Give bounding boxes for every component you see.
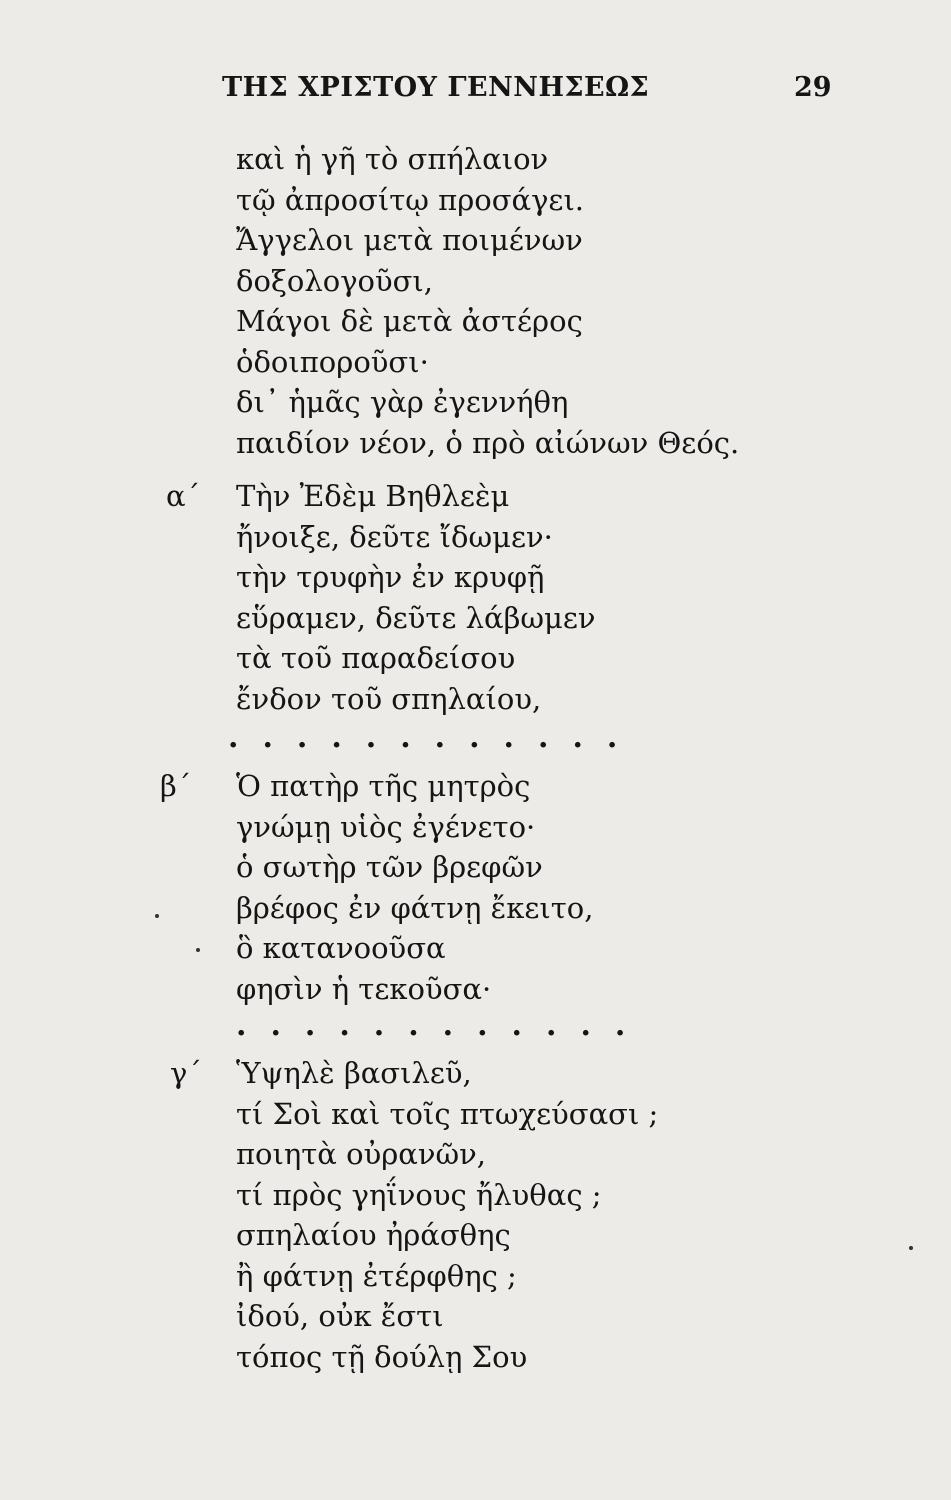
stanza-marker-b: β΄ — [160, 769, 192, 803]
verse-line: τῷ ἀπροσίτῳ προσάγει. — [236, 182, 585, 217]
verse-line: τόπος τῇ δούλῃ Σου — [236, 1339, 528, 1374]
verse-line: τί πρὸς γηΐνους ἤλυθας ; — [236, 1177, 602, 1212]
verse-line: Ἄγγελοι μετὰ ποιμένων — [236, 223, 583, 257]
verse-line: ὁδοιποροῦσι· — [236, 344, 429, 379]
verse-line: Τὴν Ἐδὲμ Βηθλεὲμ — [236, 479, 510, 513]
verse-line: ἔνδον τοῦ σπηλαίου, — [236, 681, 542, 716]
verse-line: ἢ φάτνῃ ἐτέρφθης ; — [236, 1258, 517, 1293]
verse-line: ὁ σωτὴρ τῶν βρεφῶν — [236, 850, 543, 884]
verse-line: γνώμῃ υἱὸς ἐγένετο· — [236, 809, 536, 844]
verse-line: Μάγοι δὲ μετὰ ἀστέρος — [236, 304, 583, 338]
stanza-c — [236, 1053, 836, 1377]
verse-line: δοξολογοῦσι, — [236, 263, 433, 298]
print-speck — [196, 948, 200, 952]
ellipsis-row: ............ — [236, 1008, 650, 1043]
print-speck — [909, 1246, 913, 1250]
verse-line: βρέφος ἐν φάτνῃ ἔκειτο, — [236, 890, 594, 925]
verse-line: εὕραμεν, δεῦτε λάβωμεν — [236, 600, 596, 635]
page-number: 29 — [794, 72, 832, 103]
print-speck — [155, 914, 159, 918]
verse-line: τί Σοὶ καὶ τοῖς πτωχεύσασι ; — [236, 1096, 659, 1131]
verse-line: ποιητὰ οὐρανῶν, — [236, 1137, 486, 1171]
verse-line: παιδίον νέον, ὁ πρὸ αἰώνων Θεός. — [236, 425, 740, 460]
opening-verse — [236, 139, 836, 463]
verse-line: δι᾿ ἡμᾶς γὰρ ἐγεννήθη — [236, 385, 569, 419]
verse-line: φησὶν ἡ τεκοῦσα· — [236, 971, 492, 1006]
verse-line: ἰδού, οὐκ ἔστι — [236, 1299, 444, 1333]
stanza-marker-a: α΄ — [166, 479, 201, 513]
verse-line: Ὑψηλὲ βασιλεῦ, — [236, 1056, 472, 1090]
stanza-marker-c: γ΄ — [170, 1056, 202, 1090]
ellipsis-row: ............ — [228, 720, 642, 755]
verse-line: ὃ κατανοοῦσα — [236, 931, 446, 965]
verse-line: σπηλαίου ἠράσθης — [236, 1218, 511, 1252]
running-title: ΤΗΣ ΧΡΙΣΤΟΥ ΓΕΝΝΗΣΕΩΣ — [222, 72, 650, 103]
verse-line: Ὁ πατὴρ τῆς μητρὸς — [236, 769, 531, 803]
stanza-a — [236, 476, 836, 719]
stanza-b — [236, 766, 836, 1009]
verse-line: τὴν τρυφὴν ἐν κρυφῇ — [236, 560, 545, 594]
verse-line: ἤνοιξε, δεῦτε ἴδωμεν· — [236, 519, 553, 554]
verse-line: καὶ ἡ γῆ τὸ σπήλαιον — [236, 142, 549, 176]
verse-line: τὰ τοῦ παραδείσου — [236, 641, 516, 675]
